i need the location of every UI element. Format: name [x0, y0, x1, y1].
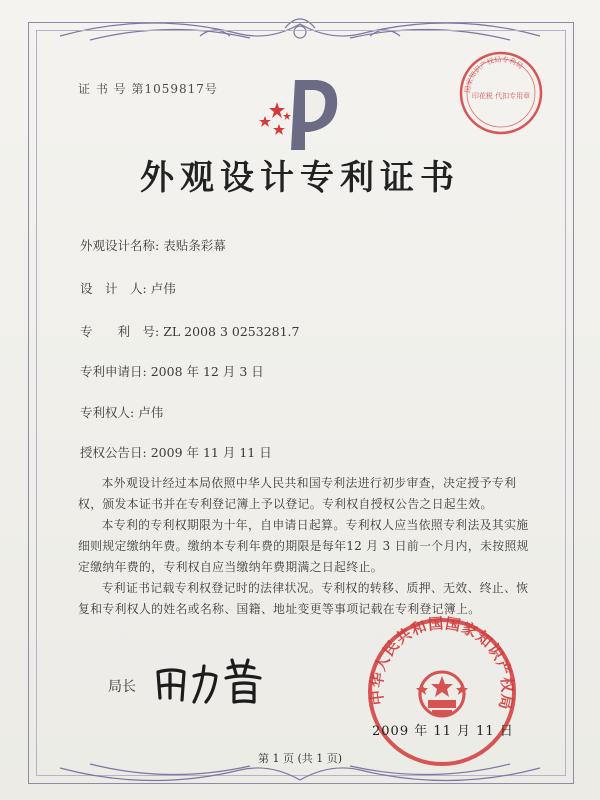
- field-label: 外观设计名称:: [80, 238, 160, 253]
- field-value: 2009 年 11 月 11 日: [150, 445, 272, 460]
- svg-text:中华人民共和国国家知识产权局: 中华人民共和国国家知识产权局: [367, 614, 517, 713]
- body-paragraph: 本外观设计经过本局依照中华人民共和国专利法进行初步审查，决定授予专利权，颁发本证书并在专利登记簿上予以登记。专利权自授权公告之日起生效。: [78, 476, 517, 511]
- bottom-ornament: [0, 752, 600, 798]
- field-design-name: [80, 236, 226, 254]
- field-label: 专利申请日:: [80, 364, 147, 379]
- issue-date: 2009 年 11 月 11 日: [372, 724, 514, 739]
- director-signature: [150, 650, 270, 710]
- field-value: ZL 2008 3 0253281.7: [163, 324, 300, 339]
- sipo-logo-icon: [255, 72, 345, 154]
- field-value: 表贴条彩幕: [163, 238, 226, 253]
- official-seal: [362, 612, 522, 772]
- body-paragraph: 本专利的专利权期限为十年，自申请日起算。专利权人应当依照专利法及其实施细则规定缴纳年费。缴纳本专利年费的期限是每年12 月 3 日前一个月内，未按照规定缴纳年费的，专利权自应当缴纳年费期满之日起终止。: [78, 518, 529, 574]
- field-label: 专利权人:: [80, 405, 135, 420]
- director-label: 局长: [108, 679, 136, 695]
- field-label: 授权公告日:: [80, 445, 147, 460]
- body-paragraph: 专利证书记载专利权登记时的法律状况。专利权的转移、质押、无效、终止、恢复和专利权人的姓名或名称、国籍、地址变更等事项记载在专利登记簿上。: [78, 581, 529, 616]
- field-value: 2008 年 12 月 3 日: [150, 364, 264, 379]
- certificate-number: [78, 80, 218, 97]
- field-value: 卢伟: [150, 281, 176, 296]
- field-grant-date: [80, 443, 272, 461]
- field-label: 设 计 人:: [80, 281, 147, 296]
- page-number: 第 1 页 (共 1 页): [257, 752, 343, 765]
- field-application-date: [80, 362, 264, 380]
- field-label: 专 利 号:: [80, 324, 160, 339]
- certificate-body: [78, 473, 530, 620]
- field-designer: [80, 279, 176, 297]
- field-patentee: [80, 403, 163, 421]
- field-patent-number: [80, 322, 300, 340]
- field-value: 卢伟: [138, 405, 164, 420]
- small-stamp-seal: [456, 48, 546, 138]
- certificate-title: 外观设计专利证书: [140, 158, 460, 198]
- certificate-number-value: 第1059817号: [131, 82, 218, 96]
- svg-text:国家知识产权局专利局: 国家知识产权局专利局: [463, 55, 525, 94]
- certificate-number-label: 证 书 号: [78, 82, 127, 96]
- svg-text:印花税 代扣专用章: 印花税 代扣专用章: [471, 92, 531, 100]
